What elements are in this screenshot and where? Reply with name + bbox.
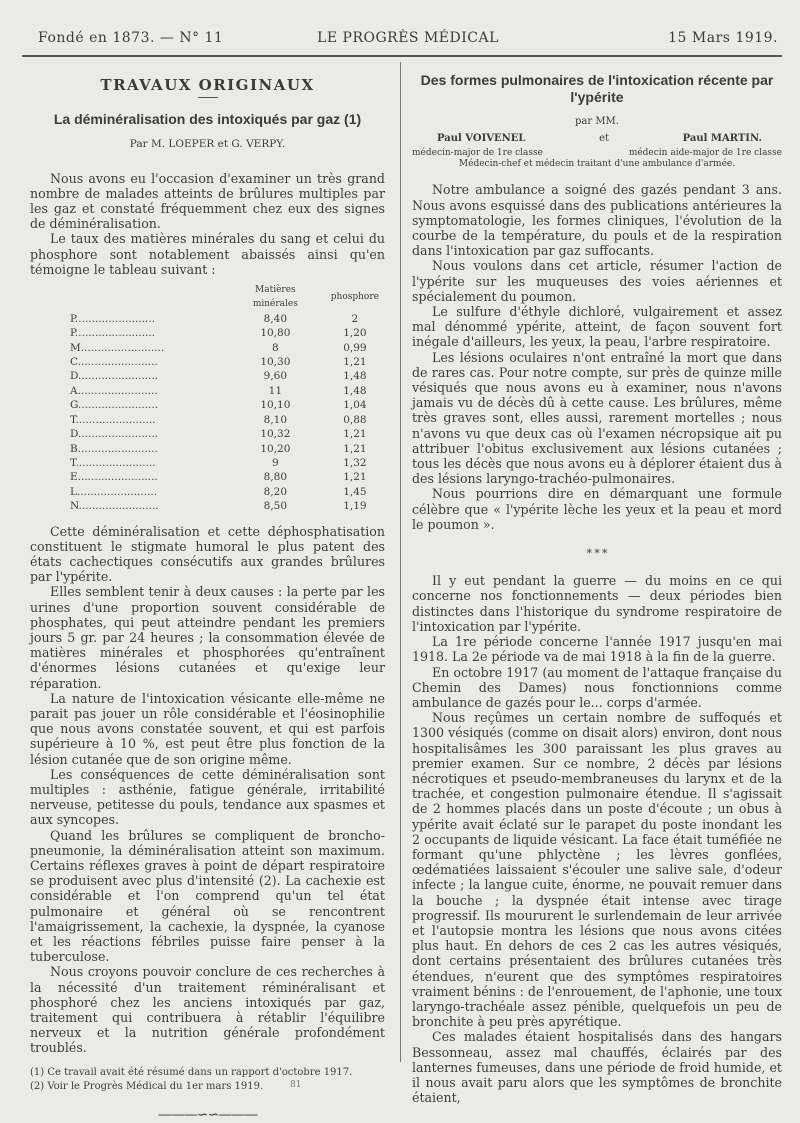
table-row: E........................ 8,80 1,21 xyxy=(70,471,367,484)
paragraph: Cette déminéralisation et cette déphosphatisation constituent le stigmate humoral le plus patent des états cachectiques consécutifs aux grandes brûlures par l'ypérite. xyxy=(30,523,385,585)
table-header-minerals: Matières minérales xyxy=(252,285,298,310)
paragraph: Quand les brûlures se compliquent de broncho-pneumonie, la déminéralisation atteint son maximum. Certains réflexes graves à point de départ respiratoire se produisent avec plus d'intensité (2). La cachexie est considérable et l'on comprend qu'un tel état pulmonaire et général où se rencontrent l'amaigrissement, la cachexie, la dyspnée, la cyanose et les réactions fébriles puisse faire penser à la tuberculose. xyxy=(30,827,385,965)
table-row: P........................ 8,40 2 xyxy=(70,312,359,325)
table-row: B........................ 10,20 1,21 xyxy=(70,442,367,455)
column-separator xyxy=(400,62,401,1062)
header-date: 15 Mars 1919. xyxy=(668,30,778,46)
paragraph: La nature de l'intoxication vésicante elle-même ne parait pas jouer un rôle considérable et l'éosinophilie que nous avons constatée souvent, et qui est parfois supérieure à 10 %, est peut être plus fonction de la lésion cutanée que de son origine même. xyxy=(30,690,385,767)
affiliation-2: médecin aide-major de 1re classe xyxy=(628,148,782,159)
paragraph: La 1re période concerne l'année 1917 jusqu'en mai 1918. La 2e période va de mai 1918 à la fin de la guerre. xyxy=(412,634,782,665)
left-column xyxy=(30,78,385,1123)
table-row: T........................ 9 1,32 xyxy=(70,456,367,469)
heading-dash xyxy=(198,97,218,98)
header-rule xyxy=(22,55,782,57)
author-martin: Paul MARTIN. xyxy=(682,133,762,145)
article-authors: Par M. LOEPER et G. VERPY. xyxy=(129,138,286,151)
author-voivenel: Paul VOIVENEL xyxy=(437,133,526,145)
affiliation-row xyxy=(412,148,782,159)
paragraph: Nous croyons pouvoir conclure de ces recherches à la nécessité d'un traitement réminéralisant et phosphoré chez les anciens intoxiqués par gaz, traitement qui contribuera à rétablir l'équilibre nerveux et la nutrition générale profondément troublés. xyxy=(30,964,385,1056)
table-row: M......................... 8 0,99 xyxy=(70,341,367,354)
table-row: A........................ 11 1,48 xyxy=(70,384,367,397)
table-row: N........................ 8,50 1,19 xyxy=(70,500,367,513)
section-break-stars: * * * xyxy=(586,547,608,561)
by-line: par MM. xyxy=(575,116,619,127)
author-conjunction: et xyxy=(599,133,609,145)
header-journal-name: LE PROGRÈS MÉDICAL xyxy=(317,30,499,46)
article-title-demineralisation: La déminéralisation des intoxiqués par gaz (1) xyxy=(53,111,362,128)
paragraph: Les lésions oculaires n'ont entraîné la mort que dans de rares cas. Pour notre compte, sur près de quinze mille vésiqués que nous avons eu à examiner, nous n'avons jamais vu de décès dû à cette cause. Les brûlures, même très graves sont, elles aussi, rarement mortelles ; nous n'avons vu que deux cas où l'examen nécropsique ait pu attribuer l'obitus exclusivement aux lésions cutanées ; tous les décès que nous avons eu à déplorer étaient dus à des lésions laryngo-trachéo-pulmonaires. xyxy=(412,349,782,487)
affiliation-line: Médecin-chef et médecin traitant d'une ambulance d'armée. xyxy=(458,159,736,170)
table-row: G........................ 10,10 1,04 xyxy=(70,399,367,412)
section-heading: TRAVAUX ORIGINAUX xyxy=(100,76,315,94)
paragraph: Ces malades étaient hospitalisés dans des hangars Bessonneau, assez mal chauffés, éclairés par des lanternes fumeuses, dans une période de froid humide, et il nous avait paru alors que les symptômes de bronchite étaient, xyxy=(412,1029,782,1106)
end-ornament-icon: ———∽∽——— xyxy=(157,1106,258,1123)
paragraph: Nous voulons dans cet article, résumer l'action de l'ypérite sur les muqueuses des voies aériennes et spécialement du poumon. xyxy=(412,258,782,304)
table-row: D........................ 9,60 1,48 xyxy=(70,370,367,383)
paragraph: Notre ambulance a soigné des gazés pendant 3 ans. Nous avons esquissé dans des publications antérieures la symptomatologie, les formes cliniques, l'évolution de la courbe de la température, du pouls et de la respiration dans l'intoxication par gaz suffocants. xyxy=(412,182,782,259)
paragraph: Le sulfure d'éthyle dichloré, vulgairement et assez mal dénommé ypérite, atteint, de façon souvent fort inégale d'ailleurs, les yeux, la peau, l'arbre respiratoire. xyxy=(412,304,782,350)
table-row: D........................ 10,32 1,21 xyxy=(70,428,367,441)
paragraph: Elles semblent tenir à deux causes : la perte par les urines d'une proportion souvent considérable de phosphates, qui peut atteindre pendant les premiers jours 5 gr. par 24 heures ; la consommation élevée de matières minérales et phosphorées qu'entraînent d'énormes lésions cutanées et qu'exige leur réparation. xyxy=(30,584,385,691)
paragraph: En octobre 1917 (au moment de l'attaque française du Chemin des Dames) nous fonctionnions comme ambulance de gazés pour le... corps d'armée. xyxy=(412,664,782,710)
running-header xyxy=(38,30,778,50)
author-row xyxy=(412,131,782,146)
table-row: P........................ 10,80 1,20 xyxy=(70,327,367,340)
table-row: T........................ 8,10 0,88 xyxy=(70,413,367,426)
table-row: L........................ 8,20 1,45 xyxy=(70,485,367,498)
affiliation-1: médecin-major de 1re classe xyxy=(412,148,543,159)
paragraph: Les conséquences de cette déminéralisation sont multiples : asthénie, fatigue générale, irritabilité nerveuse, petitesse du pouls, tendance aux spasmes et aux syncopes. xyxy=(30,766,385,828)
table-header-phosphore: phosphore xyxy=(330,292,379,303)
paragraph: Nous pourrions dire en démarquant une formule célèbre que « l'ypérite lèche les yeux et la peau et mord le poumon ». xyxy=(412,486,782,532)
footnote-1: (1) Ce travail avait été résumé dans un rapport d'octobre 1917. xyxy=(30,1066,353,1078)
footnotes xyxy=(30,1066,385,1094)
paragraph: Nous reçûmes un certain nombre de suffoqués et 1300 vésiqués (comme on disait alors) environ, dont nous hospitalisâmes les 300 paraissant les plus graves au premier examen. Sur ce nombre, 2 décès par lésions nécrotiques et pseudo-membraneuses du larynx et de la trachée, et congestion pulmonaire étendue. Il s'agissait de 2 hommes placés dans un poste d'écoute ; un obus à ypérite avait éclaté sur le parapet du poste inondant les 2 occupants de liquide vésicant. La face était tuméfiée ne formant qu'une phlyctène ; les lèvres gonflées, œdématiées laissaient s'écouler une salive sale, d'odeur infecte ; la langue cuite, énorme, ne pouvait remuer dans la bouche ; la dyspnée était intense avec tirage progressif. Ils moururent le surlendemain de leur arrivée et l'autopsie montra les lésions que nous avons citées plus haut. En dehors de ces 2 cas les autres vésiqués, dont certains présentaient des brûlures cutanées très étendues, n'eurent que des symptômes respiratoires vraiment bénins : de l'enrouement, de l'aphonie, une toux laryngo-trachéale assez pénible, quelquefois un peu de bronchite à peu près apyrétique. xyxy=(412,710,782,1030)
paragraph: Nous avons eu l'occasion d'examiner un très grand nombre de malades atteints de brûlures multiples par les gaz et constaté fréquemment chez eux des signes de déminéralisation. xyxy=(30,170,385,232)
article-title-yperite: Des formes pulmonaires de l'intoxication récente par l'ypérite xyxy=(420,72,774,105)
table-spacer-header xyxy=(70,283,226,312)
table-row: C........................ 10,30 1,21 xyxy=(70,356,367,369)
right-column xyxy=(412,72,782,1105)
paragraph: Il y eut pendant la guerre — du moins en ce qui concerne nos fonctionnements — deux périodes bien distinctes dans l'historique du syndrome respiratoire de l'intoxication par l'ypérite. xyxy=(412,573,782,634)
header-founded: Fondé en 1873. — N° 11 xyxy=(38,30,224,46)
page-mark: 81 xyxy=(290,1080,302,1090)
footnote-2: (2) Voir le Progrès Médical du 1er mars 1919. xyxy=(30,1080,264,1092)
mineral-table xyxy=(70,283,385,514)
paragraph: Le taux des matières minérales du sang et celui du phosphore sont notablement abaissés ainsi qu'en témoigne le tableau suivant : xyxy=(30,231,385,277)
